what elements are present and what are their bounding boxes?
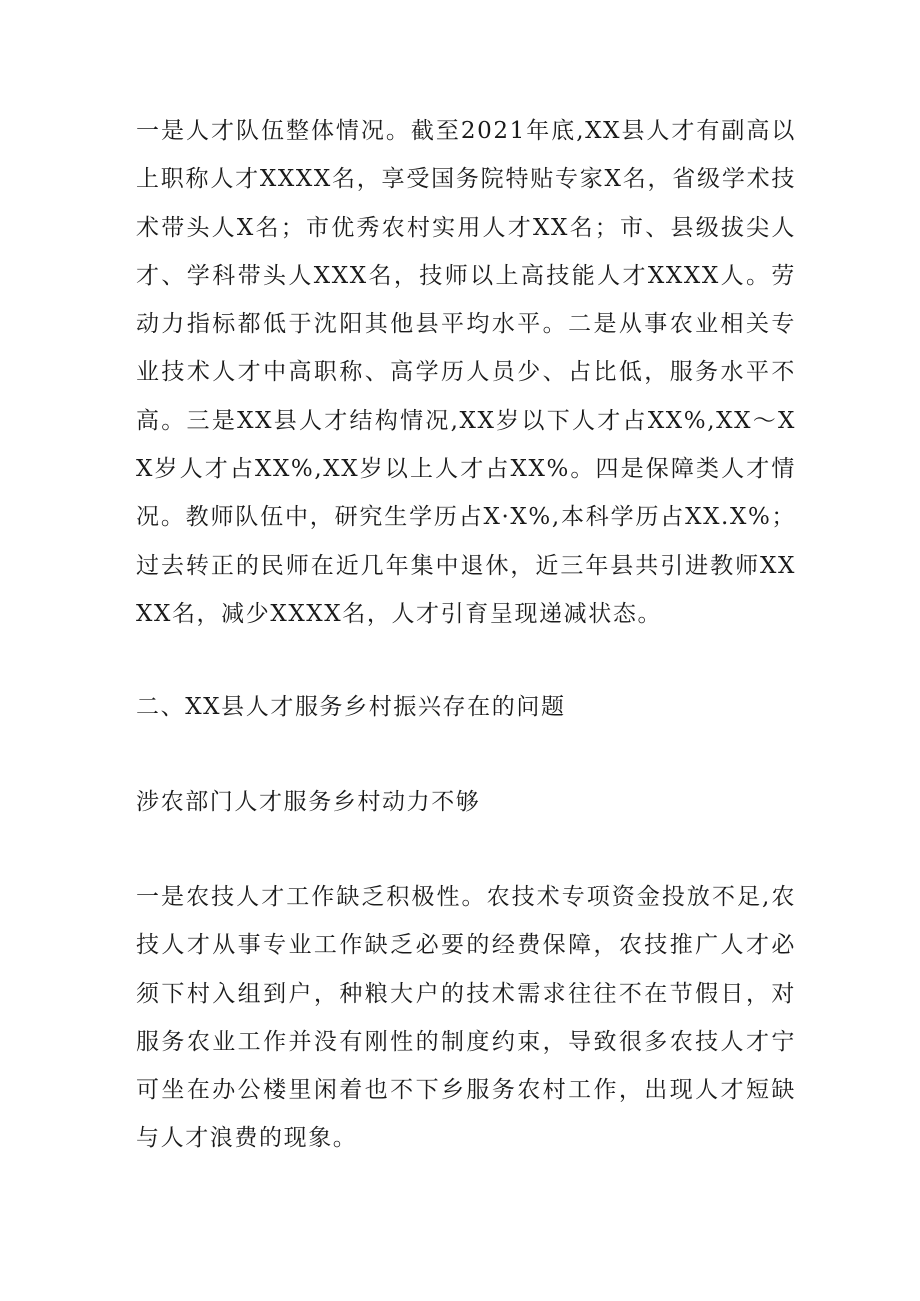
paragraph-talent-overview: 一是人才队伍整体情况。截至2021年底,XX县人才有副高以上职称人才XXXX名，享受国务院特贴专家X名，省级学术技术带头人X名；市优秀农村实用人才XX名；市、县级拔尖人才、学科带头人XXX名，技师以上高技能人才XXXX人。劳动力指标都低于沈阳其他县平均水平。二是从事农业相关专业技术人才中高职称、高学历人员少、占比低，服务水平不高。三是XX县人才结构情况,XX岁以下人才占XX%,XX～XX岁人才占XX%,XX岁以上人才占XX%。四是保障类人才情况。教师队伍中，研究生学历占X·X%,本科学历占XX.X%；过去转正的民师在近几年集中退休，近三年县共引进教师XXXX名，减少XXXX名，人才引育呈现递减状态。 [136, 118, 796, 627]
paragraph-agri-tech-talent: 一是农技人才工作缺乏积极性。农技术专项资金投放不足,农技人才从事专业工作缺乏必要的经费保障，农技推广人才必须下村入组到户，种粮大户的技术需求往往不在节假日，对服务农业工作并没有刚性的制度约束，导致很多农技人才宁可坐在办公楼里闲着也不下乡服务农村工作，出现人才短缺与人才浪费的现象。 [136, 884, 796, 1152]
section-heading: 二、XX县人才服务乡村振兴存在的问题 [136, 694, 566, 720]
subsection-heading: 涉农部门人才服务乡村动力不够 [136, 789, 481, 815]
